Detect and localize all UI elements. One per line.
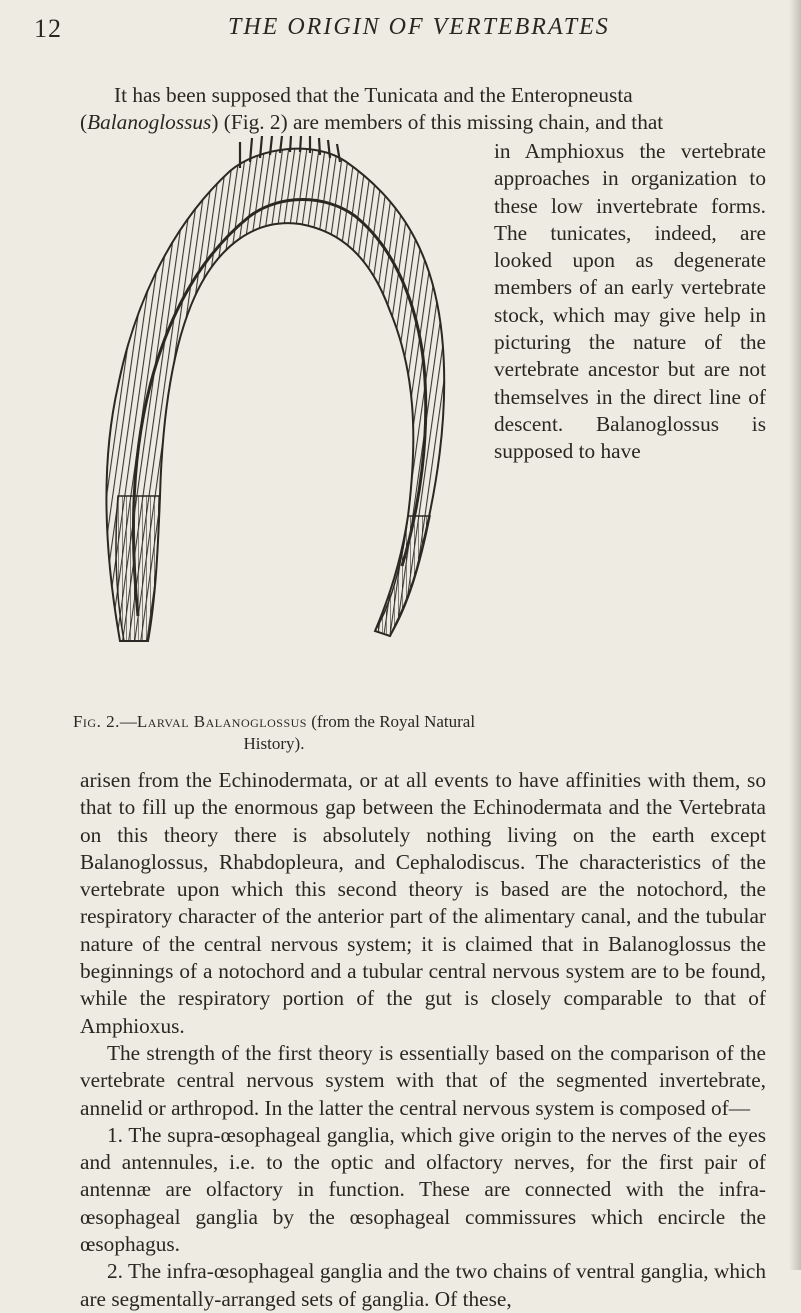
- caption-source: (from the Royal Natural History).: [243, 712, 476, 753]
- right-lower-segment: [375, 516, 430, 636]
- caption-label: Fig. 2.: [72, 712, 120, 731]
- left-lower-segment: [116, 496, 160, 641]
- wrapped-paragraph: in Amphioxus the vertebrate approaches in organization to these low invertebrate forms. The tunicates, indeed, are looked upon as degenerate members of an early vertebrate stock, which may give help in picturing the nature of the vertebrate ancestor but are not themselves in the direct line of descent. Balanoglossus is supposed to have: [494, 139, 766, 464]
- list-item-2: 2. The infra-œsophageal ganglia and the two chains of ventral ganglia, which are segmentally-arranged sets of ganglia. Of these,: [80, 1259, 766, 1311]
- paragraph-continuation: arisen from the Echinodermata, or at all events to have affinities with them, so that to fill up the enormous gap between the Echinodermata and the Vertebrata on this theory there is absolutely nothing living on the earth except Balanoglossus, Rhabdopleura, and Cephalodiscus. The characteristics of the vertebrate upon which this second theory is based are the notochord, the respiratory character of the anterior part of the alimentary canal, and the tubular nature of the central nervous system; it is claimed that in Balanoglossus the beginnings of a notochord and a tubular central nervous system are to be found, while the respiratory portion of the gut is closely comparable to that of Amphioxus.: [80, 768, 766, 1038]
- larva-body-outline: [106, 149, 444, 641]
- paragraph-first-theory: The strength of the first theory is essentially based on the comparison of the vertebrate central nervous system with that of the segmented invertebrate, annelid or arthropod. In the latter the central nervous system is composed of—: [80, 1040, 766, 1120]
- running-title: THE ORIGIN OF VERTEBRATES: [228, 14, 610, 40]
- running-head: [0, 14, 801, 54]
- intro-line-2: (Balanoglossus) (Fig. 2) are members of this missing chain, and that: [80, 110, 664, 135]
- caption-title: Larval Balanoglossus: [136, 712, 307, 731]
- main-text: [80, 767, 766, 1313]
- wrapped-text-column: [494, 138, 766, 466]
- page-edge-shadow: [789, 0, 801, 1270]
- list-item-1: 1. The supra-œsophageal ganglia, which give origin to the nerves of the eyes and antennules, i.e. to the optic and olfactory nerves, for the first pair of antennæ are olfactory in function. These are connected with the infra-œsophageal ganglia by the œsophageal commissures which encircle the œsophagus.: [80, 1122, 766, 1257]
- intro-line-1: It has been supposed that the Tunicata and the Enteropneusta: [114, 83, 633, 107]
- intro-paragraph: [80, 82, 766, 137]
- larval-balanoglossus-illustration: [90, 136, 480, 676]
- figure-caption: Fig. 2.—Larval Balanoglossus (from the Royal Natural History).: [72, 712, 476, 753]
- intro-line-2-rest: (Fig. 2) are members of this missing chain, and that: [223, 110, 664, 135]
- figure-2: [56, 136, 492, 753]
- page-number: 12: [34, 14, 62, 43]
- genus-name: Balanoglossus: [87, 110, 212, 135]
